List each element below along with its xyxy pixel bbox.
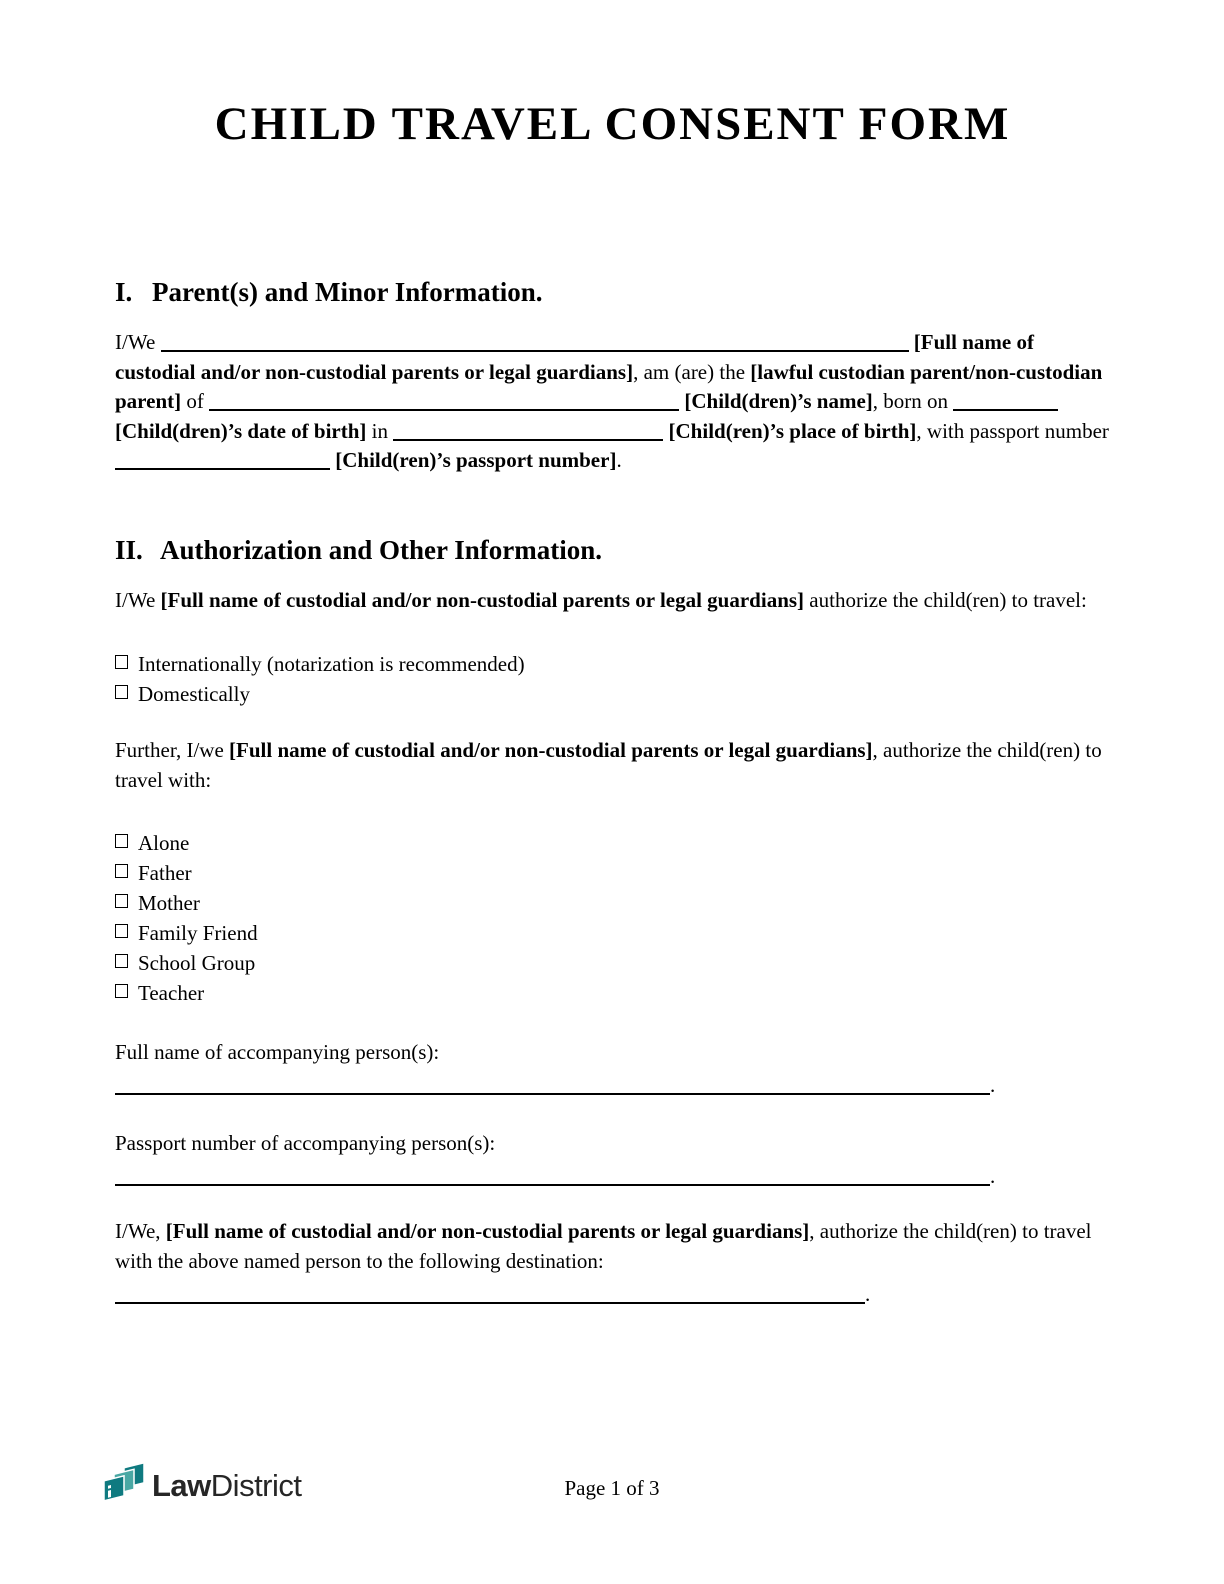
- body-text: authorize the child(ren) to travel:: [804, 587, 1087, 612]
- paragraph-parent-minor-info: [115, 328, 1110, 476]
- blank-field[interactable]: [161, 332, 909, 352]
- checkbox-label: Internationally (notarization is recommended): [138, 652, 525, 676]
- body-text: , authorize the child(ren) to travel with:: [115, 738, 1102, 792]
- checkbox-item: [115, 918, 1110, 948]
- placeholder-bold-text: [Full name of custodial and/or non-custodial parents or legal guardians]: [229, 738, 873, 762]
- accompanying-name-blank-field[interactable]: [115, 1075, 990, 1095]
- checkbox-item: [115, 948, 1110, 978]
- section-1-number: I.: [115, 277, 133, 307]
- checkbox-item: [115, 679, 1110, 709]
- checkbox-label: Family Friend: [138, 921, 258, 945]
- checkbox-label: Father: [138, 861, 192, 885]
- section-1-title: Parent(s) and Minor Information.: [152, 277, 543, 307]
- section-2-number: II.: [115, 534, 143, 565]
- checkbox[interactable]: [115, 984, 128, 998]
- body-text: I/We: [115, 330, 161, 354]
- body-text: , authorize the child(ren) to travel with the above named person to the following destination:: [115, 1219, 1092, 1273]
- blank-field[interactable]: [393, 421, 663, 441]
- paragraph-authorize-travel: [115, 586, 1110, 616]
- checkbox-item: [115, 858, 1110, 888]
- blank-field[interactable]: [115, 450, 330, 470]
- checkbox-label: Teacher: [138, 981, 205, 1005]
- page-title: CHILD TRAVEL CONSENT FORM: [214, 98, 1011, 150]
- checkbox[interactable]: [115, 924, 128, 938]
- accompanying-passport-blank-field[interactable]: [115, 1166, 990, 1186]
- destination-blank-field[interactable]: [115, 1284, 865, 1304]
- checkbox[interactable]: [115, 864, 128, 878]
- body-text: in: [366, 418, 394, 443]
- checkbox-item: [115, 978, 1110, 1008]
- body-text: , with passport number: [916, 418, 1109, 443]
- placeholder-bold-text: [Full name of custodial and/or non-custodial parents or legal guardians]: [160, 587, 805, 612]
- checkbox-label: School Group: [138, 951, 256, 975]
- page-footer: [0, 1458, 1224, 1528]
- paragraph-destination: [115, 1217, 1110, 1276]
- destination-line: [115, 1279, 1110, 1309]
- logo-law-text: Law: [152, 1467, 211, 1503]
- placeholder-bold-text: [Full name of custodial and/or non-custodial parents or legal guardians]: [165, 1219, 810, 1243]
- placeholder-bold-text: [Full name of custodial and/or non-custodial parents or legal guardians]: [115, 330, 1034, 384]
- placeholder-bold-text: [Child(dren)’s date of birth]: [115, 418, 367, 443]
- section-2-heading: [115, 533, 1110, 567]
- accompanying-name-label: Full name of accompanying person(s):: [115, 1040, 440, 1064]
- checkbox-item: [115, 888, 1110, 918]
- line-suffix: .: [990, 1164, 996, 1188]
- blank-field[interactable]: [953, 391, 1058, 411]
- checkbox[interactable]: [115, 894, 128, 908]
- line-suffix: .: [990, 1073, 996, 1097]
- body-text: .: [616, 448, 622, 472]
- checkbox[interactable]: [115, 834, 128, 848]
- page-number: Page 1 of 3: [564, 1476, 660, 1500]
- body-text: , born on: [872, 389, 954, 413]
- checkbox[interactable]: [115, 655, 128, 669]
- section-1-heading: [115, 275, 1110, 309]
- checkbox-item: [115, 828, 1110, 858]
- checkbox-group-travel-with: [115, 828, 1110, 1008]
- accompanying-passport-line: [115, 1161, 1110, 1191]
- checkbox[interactable]: [115, 685, 128, 699]
- body-text: Further, I/we: [115, 738, 230, 762]
- checkbox-label: Domestically: [138, 682, 250, 706]
- line-suffix: .: [865, 1282, 871, 1306]
- accompanying-passport-label: Passport number of accompanying person(s):: [115, 1131, 496, 1155]
- placeholder-bold-text: [Child(ren)’s passport number]: [330, 448, 617, 472]
- blank-field[interactable]: [209, 391, 679, 411]
- paragraph-travel-with: [115, 736, 1110, 795]
- checkbox-item: [115, 649, 1110, 679]
- placeholder-bold-text: [lawful custodian parent/non-custodian parent]: [115, 359, 1103, 413]
- body-text: I/We,: [115, 1219, 166, 1243]
- body-text: I/We: [115, 587, 161, 612]
- placeholder-bold-text: [Child(ren)’s place of birth]: [663, 418, 917, 443]
- logo-district-text: District: [210, 1467, 302, 1503]
- checkbox-label: Alone: [138, 831, 190, 855]
- checkbox[interactable]: [115, 954, 128, 968]
- checkbox-group-travel-scope: [115, 649, 1110, 709]
- section-2-title: Authorization and Other Information.: [160, 534, 603, 565]
- placeholder-bold-text: [Child(dren)’s name]: [679, 389, 873, 413]
- checkbox-label: Mother: [138, 891, 200, 915]
- body-text: , am (are) the: [633, 359, 751, 384]
- body-text: of: [181, 389, 210, 413]
- accompanying-name-line: [115, 1070, 1110, 1100]
